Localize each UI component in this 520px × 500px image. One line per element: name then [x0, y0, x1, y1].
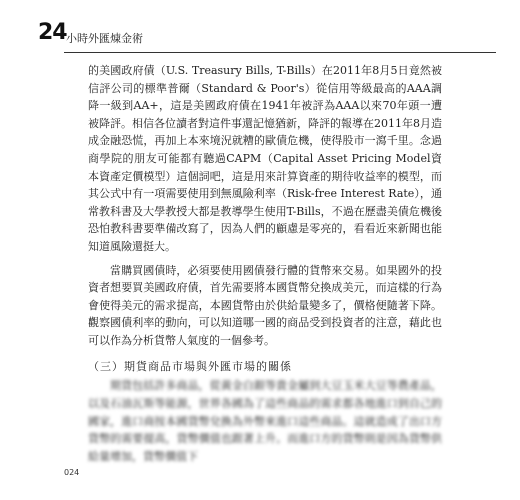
page-body — [88, 62, 442, 356]
blurred-paragraph — [88, 377, 442, 466]
paragraph-treasury — [88, 62, 442, 256]
header-book-title: 小時外匯煉金術 — [66, 32, 143, 45]
paragraph-1-text: 的美國政府債（U.S. Treasury Bills, T-Bills）在2011年8月5日竟然被信評公司的標準普爾（Standard & Poor's）從信用等級最高的AAA調降一級到AA+，這是美國政府債在1941年被評為AAA以來70年頭一遭被降評。相信各位讀者對這件事還記憶猶新，降評的報導在2011年8月造成金融恐慌，再加上本來境況就糟的歐債危機，使得股市一瀉千里。念過商學院的朋友可能都有聽過CAPM（Capital Asset Pricing Model資本資產定價模型）這個詞吧，這是用來計算資產的期待收益率的模型，而其公式中有一項需要使用到無風險利率（Risk-free Interest Rate），通常教科書及大學教授大都是教導學生使用T-Bills，不過在歷盡美債危機後恐怕教科書要準備改寫了，因為人們的顧慮是零亮的，看看近來新聞也能知道風險還挺大。 — [88, 64, 442, 253]
header-page-number: 24 — [38, 20, 67, 45]
footer-page-label: 024 — [64, 468, 80, 477]
paragraph-government-bonds — [88, 262, 442, 350]
paragraph-3-text: 期貨包括許多商品，從黃金白銀等貴金屬到大豆玉米大豆等農產品，以及石油瓦斯等能源，世界各國為了這些商品的需求都各地進口到自己的國家，進口商按本國貨幣兌換為外幣來進口這些商品。這就造成了出口方貨幣的需要提高，貨幣價值也跟著上升。而進口方的貨幣則是因為貨幣供給量增加，貨幣價值下 — [88, 379, 442, 464]
header-rule — [64, 52, 496, 53]
paragraph-2-text: 當購買國債時，必須要使用國債發行體的貨幣來交易。如果國外的投資者想要買美國政府債，首先需要將本國貨幣兌換成美元，而這樣的行為會使得美元的需求提高，本國貨幣由於供給量變多了，價格便隨著下降。觀察國債利率的動向，可以知道哪一國的商品受到投資者的注意，藉此也可以作為分析貨幣人氣度的一個參考。 — [88, 263, 442, 347]
page-header — [0, 14, 520, 45]
section-heading: （三）期貨商品市場與外匯市場的關係 — [88, 360, 292, 373]
